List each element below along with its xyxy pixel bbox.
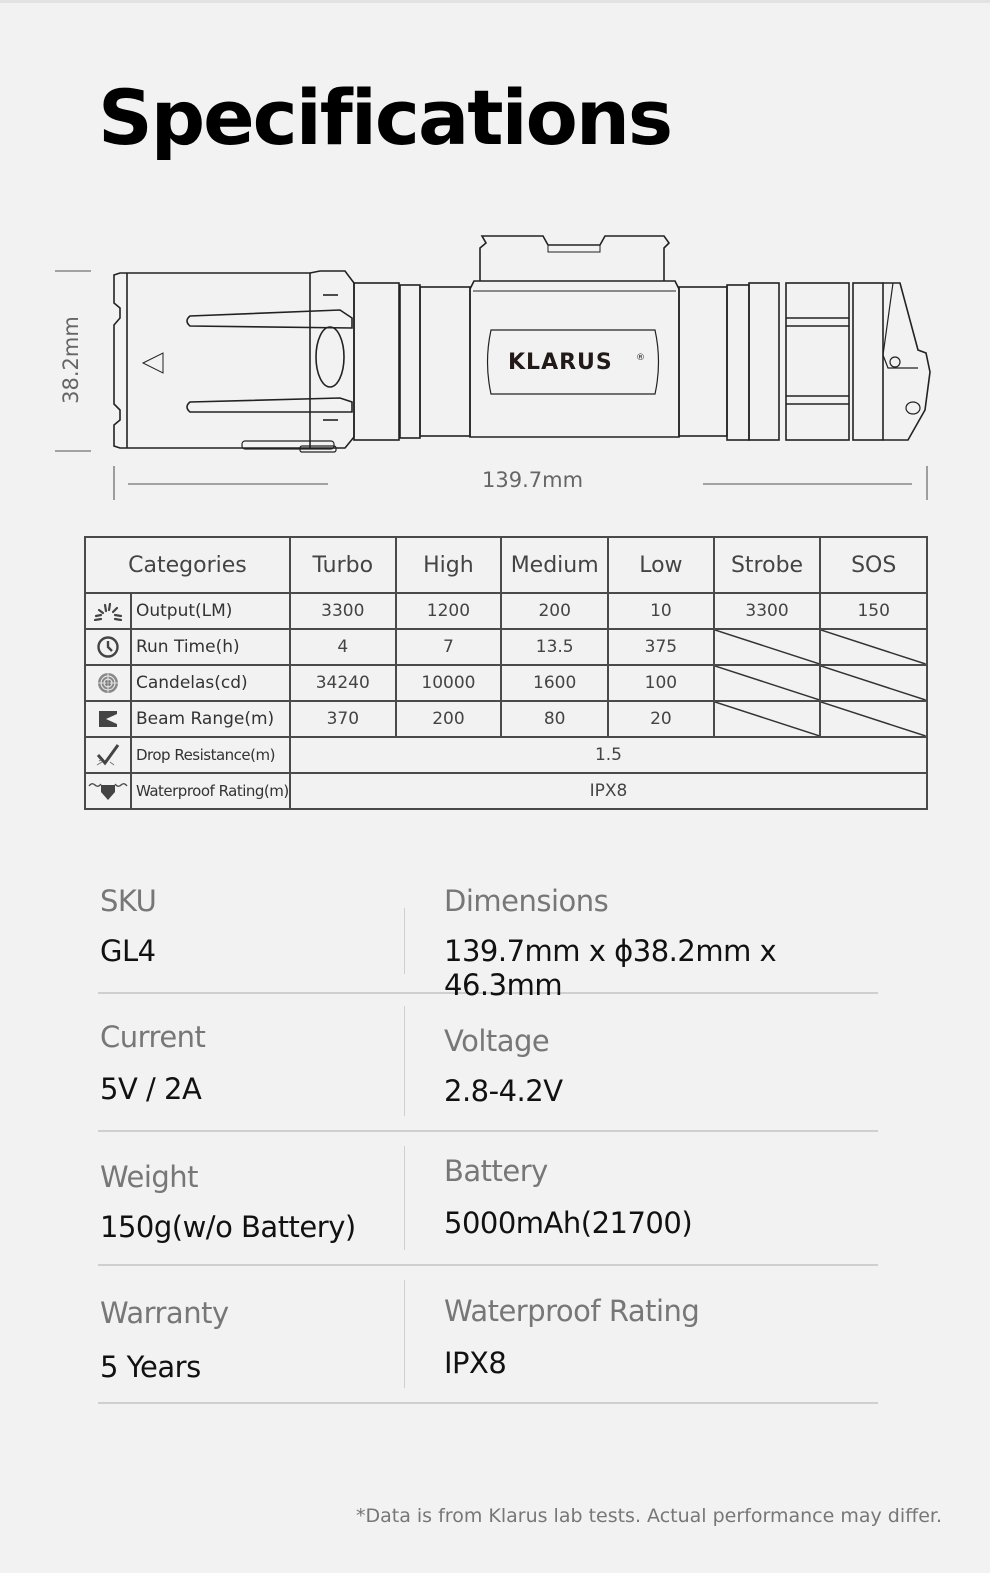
height-label: 38.2mm [59, 316, 84, 404]
column-divider [404, 1280, 405, 1388]
footnote: *Data is from Klarus lab tests. Actual performance may differ. [356, 1505, 942, 1527]
spec-value-dimensions: 139.7mm x ϕ38.2mm x 46.3mm [444, 934, 777, 1002]
cell-candelas-turbo: 34240 [290, 665, 396, 701]
header-turbo: Turbo [290, 537, 396, 593]
spec-value-waterproof: IPX8 [444, 1346, 507, 1380]
cell-beam-sos-na [820, 701, 927, 737]
spec-value-sku: GL4 [100, 934, 156, 968]
cell-beam-high: 200 [396, 701, 502, 737]
cell-beam-medium: 80 [501, 701, 608, 737]
header-sos: SOS [820, 537, 927, 593]
row-label-output: Output(LM) [131, 593, 290, 629]
cell-candelas-sos-na [820, 665, 927, 701]
fin-bottom [187, 398, 352, 412]
table-row [85, 665, 927, 701]
spec-row-current-voltage [98, 994, 878, 1132]
cell-runtime-high: 7 [396, 629, 502, 665]
cell-runtime-medium: 13.5 [501, 629, 608, 665]
drop-check-icon [94, 743, 122, 767]
target-icon [96, 671, 120, 695]
spec-label-voltage: Voltage [444, 1024, 550, 1058]
cell-runtime-turbo: 4 [290, 629, 396, 665]
cell-drop-value: 1.5 [290, 737, 927, 773]
cell-beam-turbo: 370 [290, 701, 396, 737]
hot-warning-icon [143, 353, 163, 373]
spec-row-warranty-waterproof [98, 1266, 878, 1404]
cell-output-strobe: 3300 [714, 593, 821, 629]
header-categories: Categories [85, 537, 290, 593]
beam-range-icon [97, 710, 119, 728]
cell-candelas-high: 10000 [396, 665, 502, 701]
output-burst-icon [92, 601, 124, 621]
row-label-beam-range: Beam Range(m) [131, 701, 290, 737]
flashlight-svg [0, 0, 990, 520]
table-row [85, 629, 927, 665]
rail-mount [480, 236, 669, 281]
table-row [85, 737, 927, 773]
spec-label-current: Current [100, 1020, 206, 1054]
cell-waterproof-value: IPX8 [290, 773, 927, 809]
fin-top [187, 310, 352, 328]
clock-icon [96, 635, 120, 659]
cell-output-low: 10 [608, 593, 714, 629]
column-divider [404, 1146, 405, 1250]
cell-candelas-low: 100 [608, 665, 714, 701]
column-divider [404, 908, 405, 974]
spec-label-weight: Weight [100, 1160, 199, 1194]
row-label-waterproof: Waterproof Rating(m) [131, 773, 290, 809]
table-row [85, 773, 927, 809]
cell-runtime-low: 375 [608, 629, 714, 665]
cell-beam-strobe-na [714, 701, 821, 737]
spec-value-battery: 5000mAh(21700) [444, 1206, 693, 1240]
cell-runtime-strobe-na [714, 629, 821, 665]
spec-value-warranty: 5 Years [100, 1350, 201, 1384]
header-medium: Medium [501, 537, 608, 593]
header-low: Low [608, 537, 714, 593]
spec-label-battery: Battery [444, 1154, 548, 1188]
cell-candelas-medium: 1600 [501, 665, 608, 701]
cell-output-sos: 150 [820, 593, 927, 629]
spec-value-weight: 150g(w/o Battery) [100, 1210, 356, 1244]
cell-output-medium: 200 [501, 593, 608, 629]
cell-beam-low: 20 [608, 701, 714, 737]
table-header-row [85, 537, 927, 593]
mode-table [84, 536, 928, 810]
row-label-runtime: Run Time(h) [131, 629, 290, 665]
cell-runtime-sos-na [820, 629, 927, 665]
table-row [85, 701, 927, 737]
spec-label-dimensions: Dimensions [444, 884, 609, 918]
height-dimension [46, 290, 96, 430]
cell-output-turbo: 3300 [290, 593, 396, 629]
row-label-candelas: Candelas(cd) [131, 665, 290, 701]
header-high: High [396, 537, 502, 593]
spec-value-current: 5V / 2A [100, 1072, 202, 1106]
waterproof-icon [88, 780, 128, 802]
column-divider [404, 1006, 405, 1116]
spec-row-weight-battery [98, 1132, 878, 1266]
header-strobe: Strobe [714, 537, 821, 593]
cell-output-high: 1200 [396, 593, 502, 629]
registered-mark: ® [636, 353, 645, 363]
table-row [85, 593, 927, 629]
spec-label-warranty: Warranty [100, 1296, 229, 1330]
cell-candelas-strobe-na [714, 665, 821, 701]
spec-row-sku-dimensions [98, 870, 878, 1002]
page-title: Specifications [98, 73, 672, 162]
spec-grid [98, 870, 878, 1404]
spec-value-voltage: 2.8-4.2V [444, 1074, 563, 1108]
length-label: 139.7mm [482, 468, 584, 492]
brand-logo: KLARUS [508, 350, 613, 375]
row-label-drop: Drop Resistance(m) [131, 737, 290, 773]
spec-label-waterproof: Waterproof Rating [444, 1294, 700, 1328]
spec-label-sku: SKU [100, 884, 157, 918]
